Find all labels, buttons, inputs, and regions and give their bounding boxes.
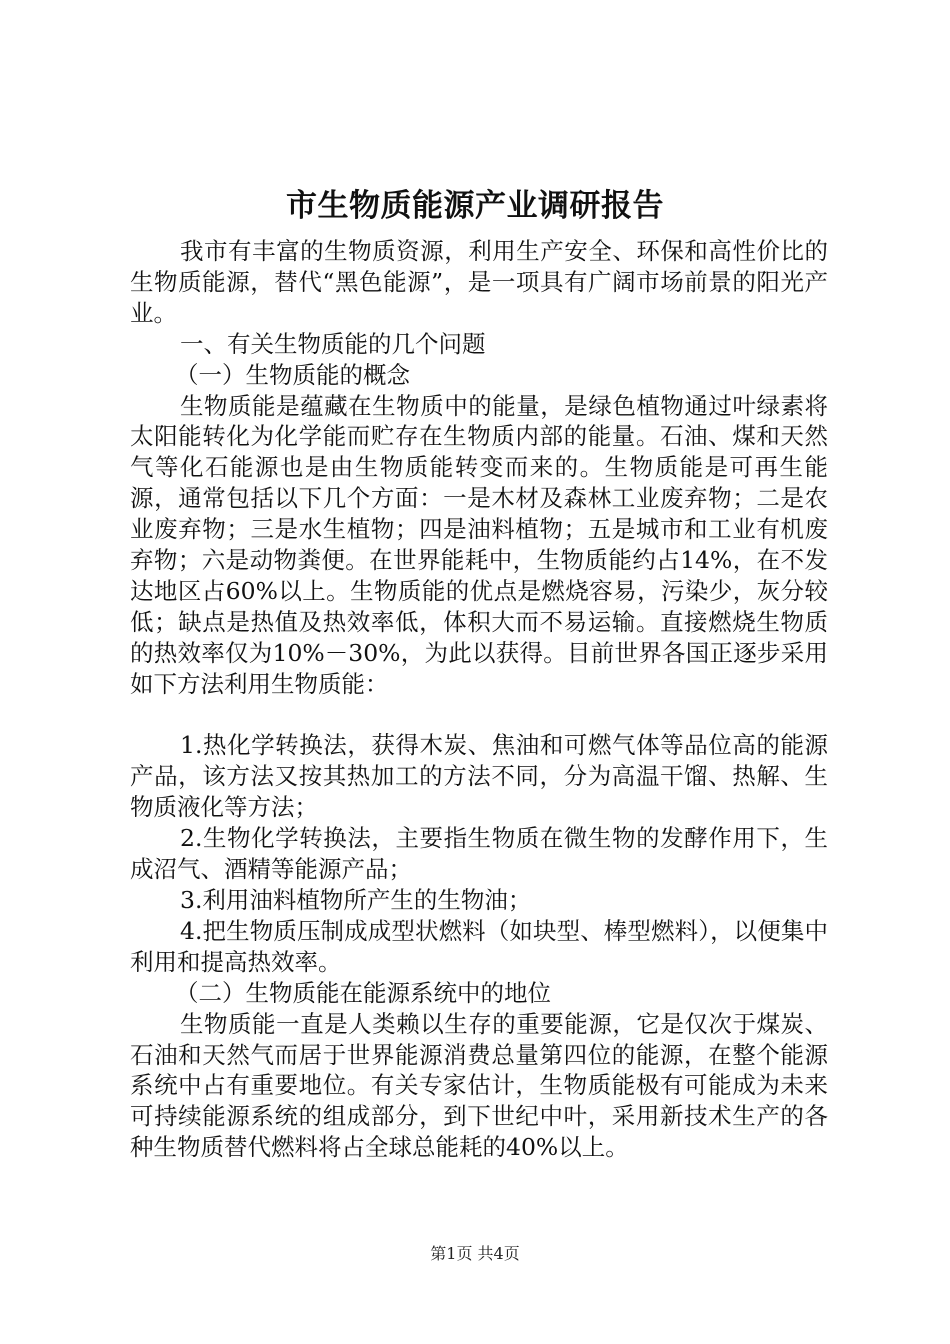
paragraph-spacer [130, 700, 828, 731]
subsection-heading-1: （一）生物质能的概念 [175, 360, 410, 389]
section-heading-1: 一、有关生物质能的几个问题 [180, 329, 486, 358]
document-title: 市生物质能源产业调研报告 [286, 188, 664, 224]
method-item-3: 3.利用油料植物所产生的生物油； [180, 886, 532, 915]
method-item-4: 4.把生物质压制成成型状燃料（如块型、棒型燃料），以便集中利用和提高热效率。 [130, 916, 828, 976]
status-paragraph: 生物质能一直是人类赖以生存的重要能源，它是仅次于煤炭、石油和天然气而居于世界能源消费总量第四位的能源，在整个能源系统中占有重要地位。有关专家估计，生物质能极有可能成为未来可持续能源系统的组成部分，到下世纪中叶，采用新技术生产的各种生物质替代燃料将占全球总能耗的40%以上。 [130, 1009, 828, 1162]
document-body [130, 236, 828, 1163]
intro-paragraph: 我市有丰富的生物质资源，利用生产安全、环保和高性价比的生物质能源，替代“黑色能源”，是一项具有广阔市场前景的阳光产业。 [130, 237, 828, 327]
subsection-heading-2: （二）生物质能在能源系统中的地位 [175, 978, 551, 1007]
method-item-1: 1.热化学转换法，获得木炭、焦油和可燃气体等品位高的能源产品，该方法又按其热加工的方法不同，分为高温干馏、热解、生物质液化等方法； [130, 731, 828, 822]
method-item-2: 2.生物化学转换法，主要指生物质在微生物的发酵作用下，生成沼气、酒精等能源产品； [130, 824, 828, 884]
concept-paragraph: 生物质能是蕴藏在生物质中的能量，是绿色植物通过叶绿素将太阳能转化为化学能而贮存在生物质内部的能量。石油、煤和天然气等化石能源也是由生物质能转变而来的。生物质能是可再生能源，通常包括以下几个方面：一是木材及森林工业废弃物；二是农业废弃物；三是水生植物；四是油料植物；五是城市和工业有机废弃物；六是动物粪便。在世界能耗中，生物质能约占14%，在不发达地区占60%以上。生物质能的优点是燃烧容易，污染少，灰分较低；缺点是热值及热效率低，体积大而不易运输。直接燃烧生物质的热效率仅为10%－30%，为此以获得。目前世界各国正逐步采用如下方法利用生物质能： [130, 391, 828, 698]
page-number: 第1页 共4页 [430, 1244, 520, 1263]
